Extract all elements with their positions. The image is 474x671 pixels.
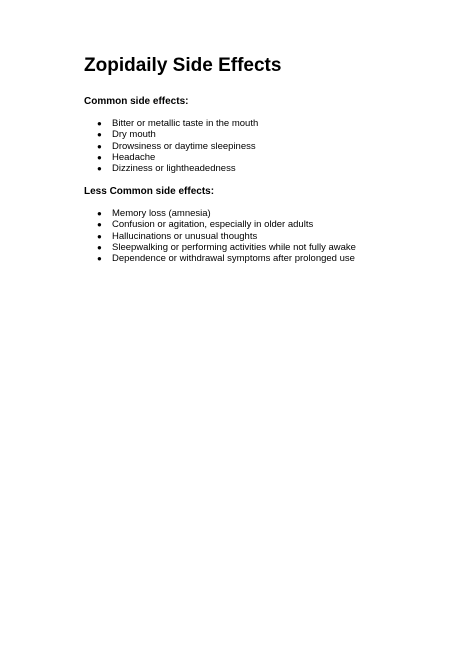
list-item-text: Bitter or metallic taste in the mouth [112, 118, 259, 129]
list-item-text: Dizziness or lightheadedness [112, 163, 236, 175]
page-title: Zopidaily Side Effects [84, 55, 282, 76]
section-heading-common: Common side effects: [84, 96, 189, 107]
bullet-icon: ● [97, 209, 102, 218]
list-item-text: Confusion or agitation, especially in older adults [112, 219, 314, 231]
bullet-icon: ● [97, 220, 102, 230]
list-item-text: Drowsiness or daytime sleepiness [112, 140, 256, 152]
list-item-text: Headache [112, 151, 156, 163]
list-item-text: Dry mouth [112, 129, 156, 141]
list-item-text: Sleepwalking or performing activities while not fully awake [112, 241, 356, 253]
bullet-icon: ● [97, 254, 102, 264]
bullet-icon: ● [97, 130, 102, 140]
bullet-icon: ● [97, 119, 102, 128]
bullet-icon: ● [97, 164, 102, 174]
list-item-text: Dependence or withdrawal symptoms after prolonged use [112, 253, 355, 265]
bullet-icon: ● [97, 231, 102, 241]
bullet-icon: ● [97, 242, 102, 252]
list-item-text: Memory loss (amnesia) [112, 208, 211, 219]
bullet-icon: ● [97, 152, 102, 162]
list-item-text: Hallucinations or unusual thoughts [112, 230, 258, 242]
section-heading-less-common: Less Common side effects: [84, 186, 215, 197]
bullet-icon: ● [97, 141, 102, 151]
